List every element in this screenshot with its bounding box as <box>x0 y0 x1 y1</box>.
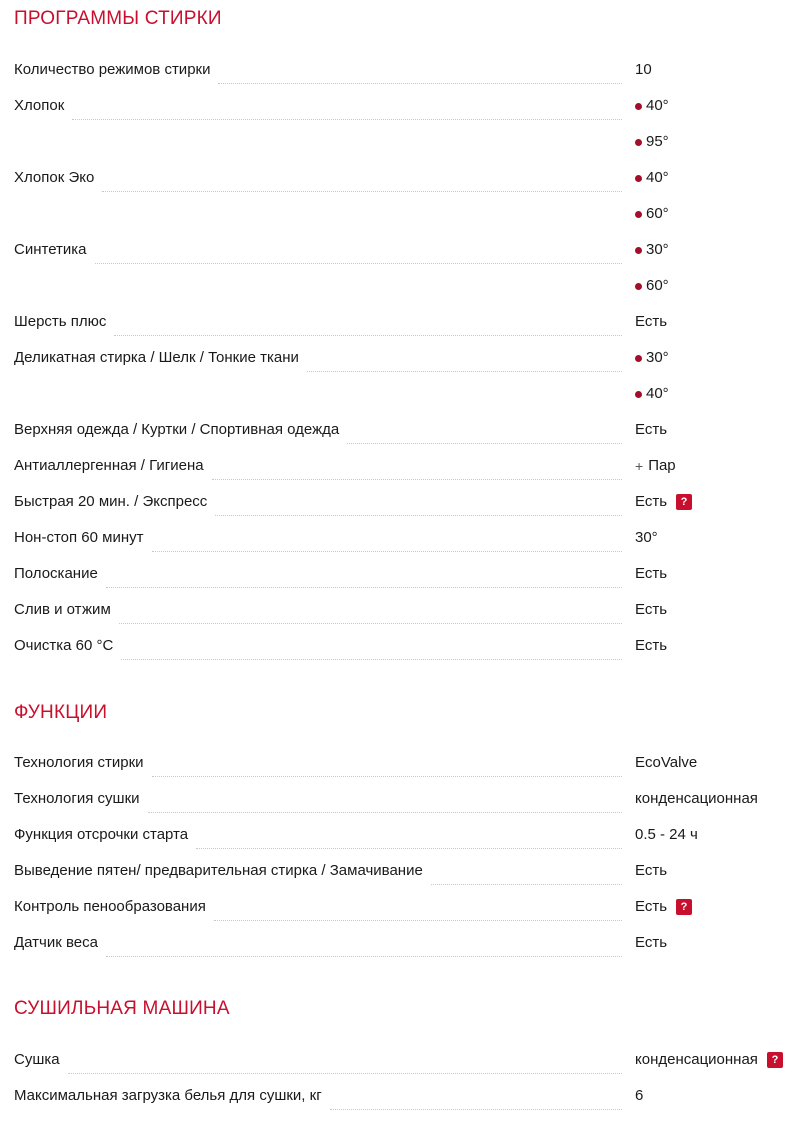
spec-value-wrap <box>635 862 667 880</box>
spec-label: Технология сушки <box>14 790 148 808</box>
spec-value-wrap <box>635 1051 783 1069</box>
spec-label: Верхняя одежда / Куртки / Спортивная одежда <box>14 421 347 439</box>
spec-label: Слив и отжим <box>14 601 119 619</box>
spec-row <box>14 457 800 493</box>
spec-value-wrap <box>635 133 669 151</box>
spec-value-wrap <box>635 1087 643 1105</box>
spec-value: 30° <box>635 529 658 546</box>
spec-label: Датчик веса <box>14 934 106 952</box>
section-title-washing-programs: ПРОГРАММЫ СТИРКИ <box>14 8 222 29</box>
plus-icon: + <box>635 458 644 474</box>
spec-value: Есть <box>635 421 668 438</box>
spec-row <box>14 169 800 205</box>
spec-value-wrap <box>635 754 697 772</box>
spec-value: 40° <box>646 385 669 402</box>
spec-value: конденсационная <box>635 1051 758 1068</box>
spec-row-continuation <box>14 133 800 169</box>
spec-value: Пар <box>648 457 676 474</box>
spec-label: Максимальная загрузка белья для сушки, кг <box>14 1087 330 1105</box>
spec-value: 10 <box>635 61 652 78</box>
spec-value: 60° <box>646 277 669 294</box>
spec-value-wrap <box>635 565 667 583</box>
bullet-icon <box>635 391 642 398</box>
leader-dots <box>196 826 622 849</box>
leader-dots <box>72 97 622 120</box>
bullet-icon <box>635 175 642 182</box>
spec-value: Есть <box>635 898 668 915</box>
spec-label: Быстрая 20 мин. / Экспресс <box>14 493 215 511</box>
help-icon[interactable]: ? <box>676 899 692 915</box>
spec-label: Полоскание <box>14 565 106 583</box>
help-icon[interactable]: ? <box>767 1052 783 1068</box>
leader-dots <box>106 934 622 957</box>
spec-row <box>14 754 800 790</box>
spec-row <box>14 1087 800 1123</box>
spec-row <box>14 313 800 349</box>
help-icon[interactable]: ? <box>676 494 692 510</box>
spec-row <box>14 637 800 673</box>
section-title-dryer: СУШИЛЬНАЯ МАШИНА <box>14 998 230 1019</box>
spec-row <box>14 898 800 934</box>
spec-value-wrap <box>635 61 652 79</box>
spec-value-wrap <box>635 637 667 655</box>
spec-label: Количество режимов стирки <box>14 61 218 79</box>
spec-row-continuation <box>14 277 800 313</box>
spec-row <box>14 565 800 601</box>
spec-value: Есть <box>635 637 668 654</box>
spec-value: 95° <box>646 133 669 150</box>
spec-row <box>14 790 800 826</box>
leader-dots <box>152 529 623 552</box>
leader-dots <box>106 565 622 588</box>
spec-value-wrap <box>635 241 669 259</box>
spec-value-wrap <box>635 313 667 331</box>
spec-row <box>14 862 800 898</box>
spec-row <box>14 421 800 457</box>
spec-value-wrap <box>635 97 669 115</box>
leader-dots <box>218 61 622 84</box>
leader-dots <box>330 1087 622 1110</box>
spec-label: Выведение пятен/ предварительная стирка / Замачивание <box>14 862 431 880</box>
spec-value: Есть <box>635 934 668 951</box>
spec-label: Технология стирки <box>14 754 152 772</box>
spec-value: Есть <box>635 313 668 330</box>
spec-label: Очистка 60 °C <box>14 637 121 655</box>
leader-dots <box>148 790 622 813</box>
bullet-icon <box>635 283 642 290</box>
spec-value-wrap <box>635 457 676 475</box>
spec-value: Есть <box>635 493 668 510</box>
spec-label: Функция отсрочки старта <box>14 826 196 844</box>
spec-row <box>14 349 800 385</box>
spec-label: Шерсть плюс <box>14 313 114 331</box>
spec-value: 0.5 - 24 ч <box>635 826 698 843</box>
leader-dots <box>95 241 622 264</box>
bullet-icon <box>635 139 642 146</box>
spec-row <box>14 241 800 277</box>
spec-row <box>14 493 800 529</box>
spec-row <box>14 1051 800 1087</box>
leader-dots <box>347 421 622 444</box>
leader-dots <box>212 457 622 480</box>
bullet-icon <box>635 247 642 254</box>
spec-value-wrap <box>635 934 667 952</box>
spec-value: 60° <box>646 205 669 222</box>
leader-dots <box>121 637 622 660</box>
leader-dots <box>431 862 622 885</box>
spec-value: конденсационная <box>635 790 758 807</box>
spec-value: EcoValve <box>635 754 698 771</box>
spec-label: Синтетика <box>14 241 95 259</box>
spec-row <box>14 529 800 565</box>
spec-label: Хлопок Эко <box>14 169 102 187</box>
spec-value-wrap <box>635 826 698 844</box>
spec-value-wrap <box>635 529 658 547</box>
spec-value-wrap <box>635 169 669 187</box>
leader-dots <box>307 349 622 372</box>
spec-label: Антиаллергенная / Гигиена <box>14 457 212 475</box>
spec-value: 30° <box>646 349 669 366</box>
bullet-icon <box>635 103 642 110</box>
spec-label: Деликатная стирка / Шелк / Тонкие ткани <box>14 349 307 367</box>
spec-value: 40° <box>646 169 669 186</box>
bullet-icon <box>635 211 642 218</box>
spec-row-continuation <box>14 205 800 241</box>
spec-value-wrap <box>635 421 667 439</box>
spec-label: Хлопок <box>14 97 72 115</box>
spec-label: Сушка <box>14 1051 68 1069</box>
spec-row <box>14 97 800 133</box>
spec-value-wrap <box>635 898 692 916</box>
spec-value-wrap <box>635 385 669 403</box>
spec-row <box>14 826 800 862</box>
spec-value-wrap <box>635 790 758 808</box>
spec-value-wrap <box>635 349 669 367</box>
leader-dots <box>102 169 622 192</box>
leader-dots <box>215 493 622 516</box>
spec-row <box>14 601 800 637</box>
spec-value: 6 <box>635 1087 644 1104</box>
spec-value-wrap <box>635 277 669 295</box>
spec-value: Есть <box>635 601 668 618</box>
spec-value: 30° <box>646 241 669 258</box>
spec-label: Контроль пенообразования <box>14 898 214 916</box>
spec-value-wrap <box>635 205 669 223</box>
spec-value: Есть <box>635 862 668 879</box>
spec-label: Нон-стоп 60 минут <box>14 529 152 547</box>
leader-dots <box>114 313 622 336</box>
leader-dots <box>68 1051 622 1074</box>
section-title-functions: ФУНКЦИИ <box>14 702 108 723</box>
spec-value: 40° <box>646 97 669 114</box>
bullet-icon <box>635 355 642 362</box>
leader-dots <box>119 601 622 624</box>
spec-row-continuation <box>14 385 800 421</box>
spec-row <box>14 61 800 97</box>
leader-dots <box>152 754 622 777</box>
spec-row <box>14 934 800 970</box>
leader-dots <box>214 898 622 921</box>
spec-value-wrap <box>635 601 667 619</box>
spec-value-wrap <box>635 493 692 511</box>
spec-value: Есть <box>635 565 668 582</box>
